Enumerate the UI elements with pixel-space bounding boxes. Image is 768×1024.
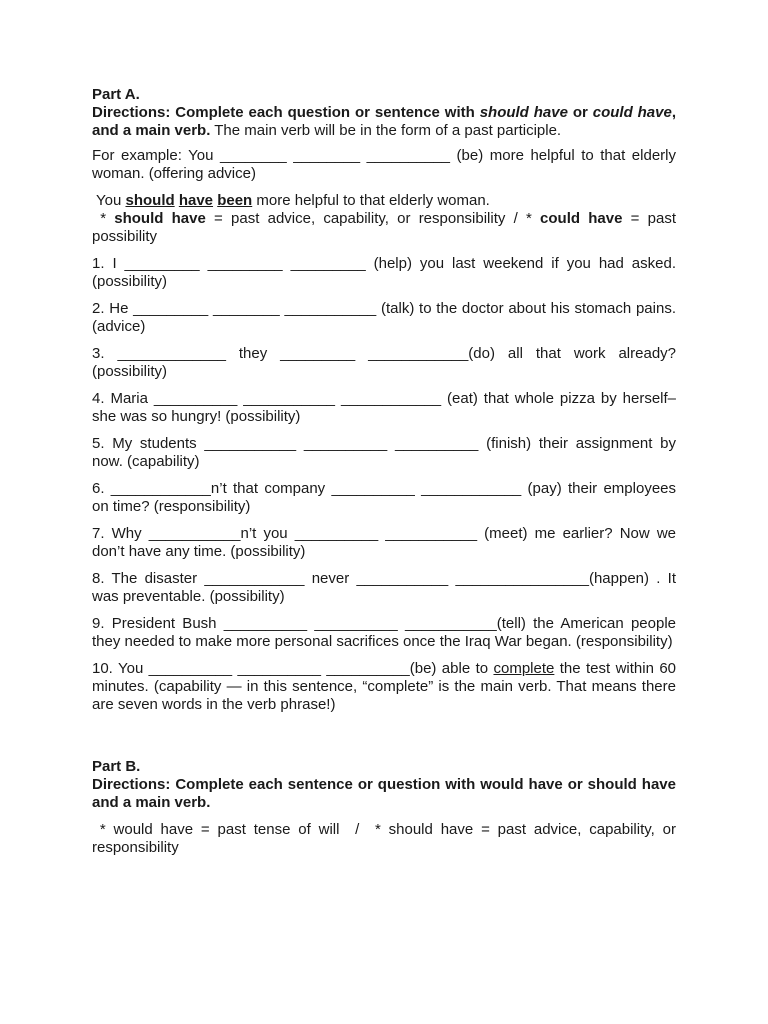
part-a-directions: Directions: Complete each question or sentence with should have or could have, and a main verb. The main verb will be in the form of a past participle. xyxy=(92,104,676,139)
example-prompt: For example: You ________ ________ __________ (be) more helpful to that elderly woman. (offering advice) xyxy=(92,147,676,182)
question-5: 5. My students ___________ __________ __________ (finish) their assignment by now. (capability) xyxy=(92,435,676,470)
question-10: 10. You __________ __________ __________(be) able to complete the test within 60 minutes. (capability — in this sentence, “complete” is the main verb. That means there are seven words in the verb phrase!) xyxy=(92,660,677,713)
example-answer: You should have been more helpful to that elderly woman. xyxy=(96,192,490,209)
question-6: 6. ____________n’t that company __________ ____________ (pay) their employees on time? (responsibility) xyxy=(92,480,676,515)
question-3: 3. _____________ they _________ ____________(do) all that work already? (possibility) xyxy=(92,345,676,380)
part-a-note: * should have = past advice, capability, or responsibility / * could have = past possibility xyxy=(92,210,676,245)
question-7: 7. Why ___________n’t you __________ ___________ (meet) me earlier? Now we don’t have any time. (possibility) xyxy=(92,525,676,560)
question-4: 4. Maria __________ ___________ ____________ (eat) that whole pizza by herself–she was so hungry! (possibility) xyxy=(92,390,676,425)
question-1: 1. I _________ _________ _________ (help) you last weekend if you had asked. (possibility) xyxy=(92,255,676,290)
part-b-directions: Directions: Complete each sentence or question with would have or should have and a main verb. xyxy=(92,776,676,811)
part-b-note: * would have = past tense of will / * should have = past advice, capability, or responsibility xyxy=(92,821,681,856)
part-b-heading: Part B. xyxy=(92,758,141,775)
question-8: 8. The disaster ____________ never ___________ ________________(happen) . It was preventable. (possibility) xyxy=(92,570,676,605)
directions-label: Directions: xyxy=(92,104,171,121)
question-9: 9. President Bush __________ __________ ___________(tell) the American people they needed to make more personal sacrifices once the Iraq War began. (responsibility) xyxy=(92,615,676,650)
question-2: 2. He _________ ________ ___________ (talk) to the doctor about his stomach pains. (advice) xyxy=(92,300,676,335)
part-a-heading: Part A. xyxy=(92,86,140,103)
